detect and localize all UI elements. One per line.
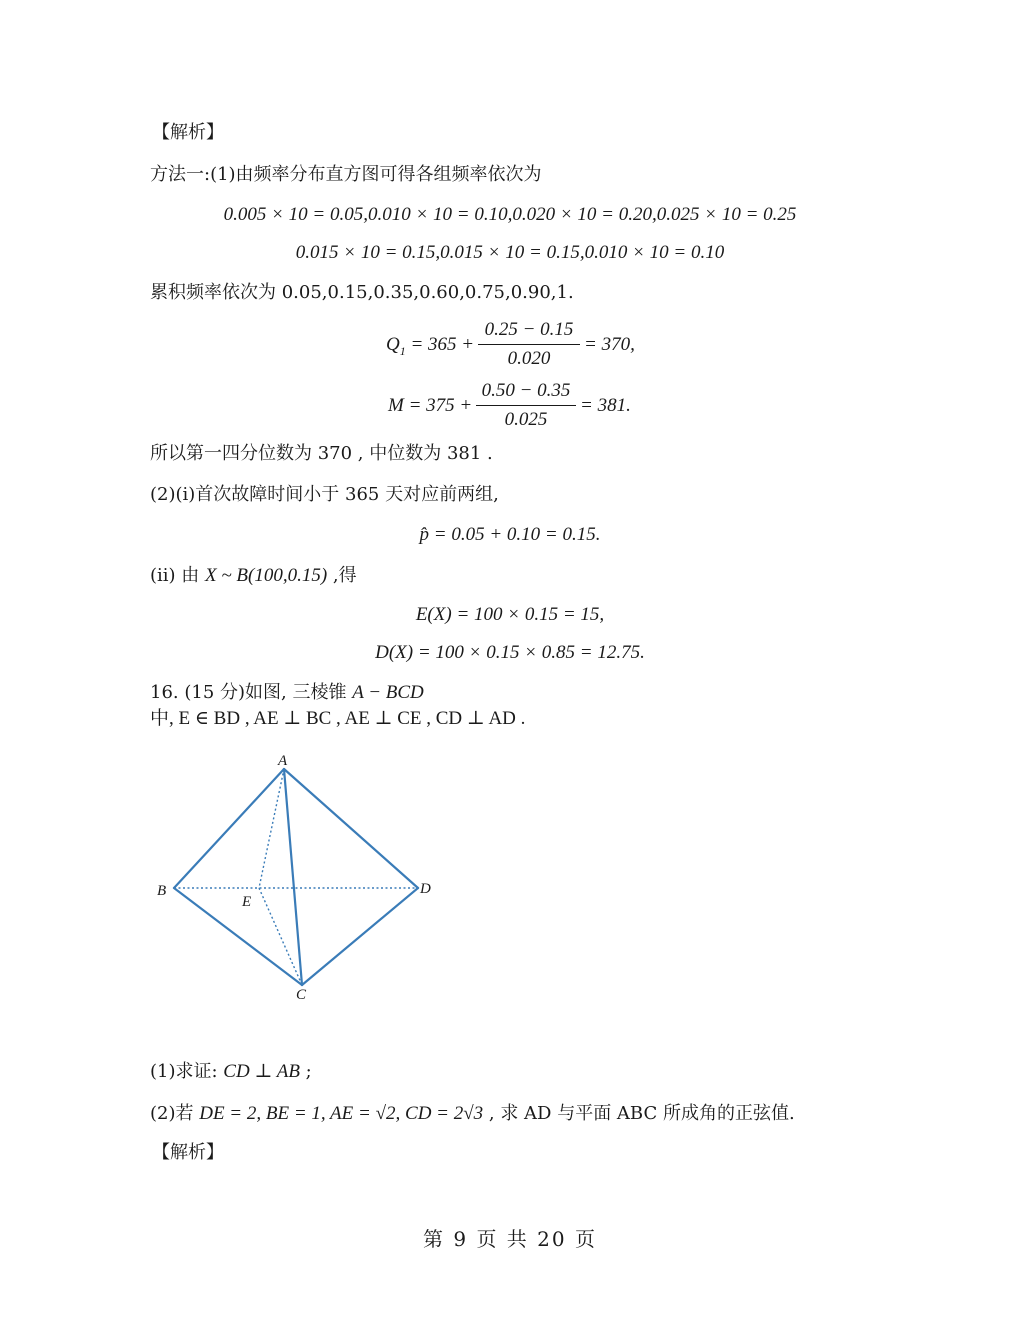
part2-i-line: (2)(i)首次故障时间小于 365 天对应前两组,: [150, 484, 499, 505]
q1-fraction: [478, 318, 580, 370]
q16-part2: (2)若 DE = 2, BE = 1, AE = √2, CD = 2√3 , 求 AD 与平面 ABC 所成角的正弦值.: [150, 1103, 795, 1124]
median-denominator: 0.025: [504, 409, 548, 430]
label-b: B: [157, 883, 167, 899]
q1-denominator: 0.020: [507, 348, 551, 369]
label-a: A: [278, 753, 288, 769]
cumulative-frequency-line: 累积频率依次为 0.05,0.15,0.35,0.60,0.75,0.90,1.: [150, 282, 574, 303]
expectation-equation: E(X) = 100 × 0.15 = 15,: [415, 604, 605, 625]
edge-cd: [302, 888, 418, 985]
quartile-conclusion: 所以第一四分位数为 370 , 中位数为 381 .: [150, 443, 493, 464]
method-one-line: 方法一:(1)由频率分布直方图可得各组频率依次为: [150, 164, 542, 185]
p-hat-equation: p̂ = 0.05 + 0.10 = 0.15.: [419, 524, 601, 545]
edge-ac: [284, 769, 302, 985]
q1-numerator: 0.25 − 0.15: [484, 319, 574, 340]
solution-heading: 【解析】: [152, 122, 224, 143]
median-numerator: 0.50 − 0.35: [481, 380, 571, 401]
page-footer: 第 9 页 共 20 页: [423, 1227, 597, 1251]
variance-equation: D(X) = 100 × 0.15 × 0.85 = 12.75.: [375, 642, 645, 663]
median-lhs: M = 375 +: [388, 395, 473, 416]
median-fraction: [476, 379, 576, 431]
segment-ae-hidden: [259, 769, 284, 888]
frequency-equation-2: 0.015 × 10 = 0.15,0.015 × 10 = 0.15,0.010 × 10 = 0.10: [295, 242, 725, 263]
tetrahedron-figure: [150, 745, 450, 1005]
median-rhs: = 381.: [580, 395, 631, 416]
q16-part1: (1)求证: CD ⊥ AB ;: [150, 1061, 312, 1082]
q16-line1: 16. (15 分)如图, 三棱锥 A − BCD: [150, 682, 424, 703]
edge-bc: [174, 888, 302, 985]
q1-rhs: = 370,: [584, 334, 635, 355]
label-c: C: [296, 987, 307, 1003]
part2-ii-line: (ii) 由 X ~ B(100,0.15) ,得: [150, 565, 357, 586]
label-d: D: [420, 881, 431, 897]
q16-solution-heading: 【解析】: [152, 1142, 224, 1163]
q16-line2: 中, E ∈ BD , AE ⊥ BC , AE ⊥ CE , CD ⊥ AD .: [150, 708, 526, 729]
median-fraction-bar: [476, 405, 576, 406]
edge-ab: [174, 769, 284, 888]
edge-ad: [284, 769, 418, 888]
q1-lhs: $Q_1 = 365$ +: [386, 334, 475, 358]
label-e: E: [242, 894, 252, 910]
frequency-equation-1: 0.005 × 10 = 0.05,0.010 × 10 = 0.10,0.020 × 10 = 0.20,0.025 × 10 = 0.25: [223, 204, 797, 225]
q1-fraction-bar: [478, 344, 580, 345]
